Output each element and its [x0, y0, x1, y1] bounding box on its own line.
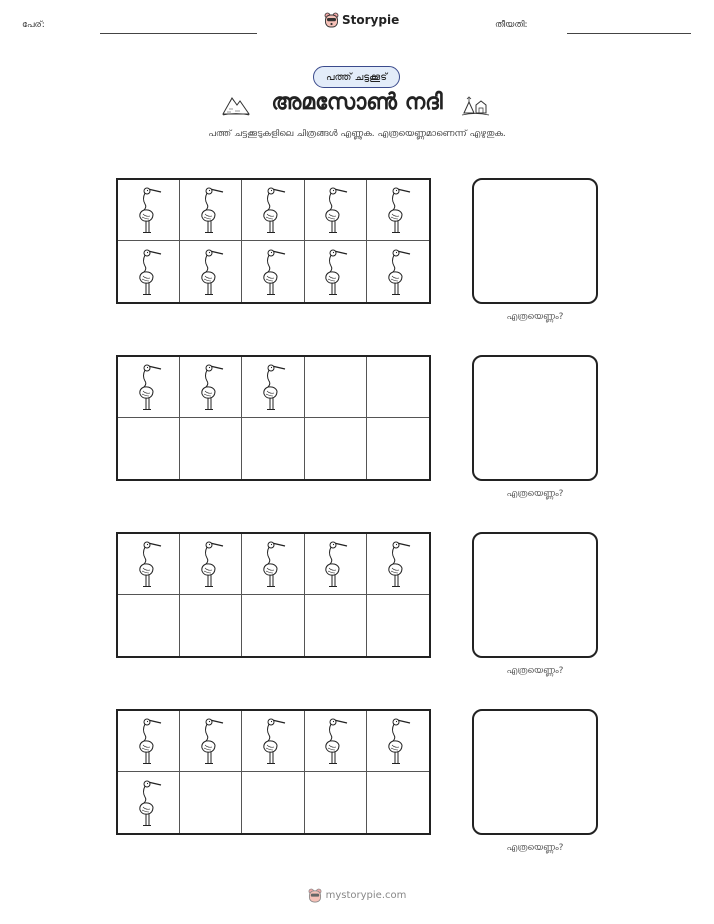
ten-frame: [116, 532, 431, 658]
answer-box[interactable]: [472, 178, 598, 304]
heron-icon: [322, 186, 348, 234]
frame-cell: [367, 180, 429, 241]
frame-cell: [118, 711, 180, 772]
how-many-label: എത്രയെണ്ണം?: [506, 666, 564, 676]
frame-cell: [180, 711, 242, 772]
heron-icon: [198, 717, 224, 765]
frame-cell: [367, 772, 429, 833]
heron-icon: [136, 248, 162, 296]
heron-icon: [198, 186, 224, 234]
frame-cell: [242, 241, 304, 302]
frame-cell: [305, 595, 367, 656]
heron-icon: [136, 540, 162, 588]
frame-cell: [242, 357, 304, 418]
ten-frame: [116, 178, 431, 304]
frame-cell: [305, 241, 367, 302]
frame-cell: [242, 180, 304, 241]
frame-cell: [367, 418, 429, 479]
page-title: അമസോൺ നദി: [271, 90, 443, 115]
frame-cell: [305, 772, 367, 833]
frame-cell: [118, 357, 180, 418]
brand: [324, 12, 399, 28]
heron-icon: [385, 540, 411, 588]
frame-cell: [305, 180, 367, 241]
name-line[interactable]: [100, 33, 257, 34]
frame-cell: [118, 180, 180, 241]
worksheet-tag: പത്ത് ചട്ടക്കൂട്: [313, 66, 400, 88]
frame-cell: [180, 357, 242, 418]
frame-cell: [118, 772, 180, 833]
frame-cell: [118, 534, 180, 595]
instructions: പത്ത് ചട്ടക്കൂടുകളിലെ ചിത്രങ്ങൾ എണ്ണുക. എത്രയെണ്ണമാണെന്ന് എഴുതുക.: [208, 129, 506, 139]
heron-icon: [260, 363, 286, 411]
heron-icon: [198, 540, 224, 588]
how-many-label: എത്രയെണ്ണം?: [506, 312, 564, 322]
frame-cell: [305, 534, 367, 595]
heron-icon: [385, 717, 411, 765]
frame-cell: [242, 711, 304, 772]
brand-name: Storypie: [342, 13, 400, 27]
ten-frame: [116, 709, 431, 835]
date-label: തീയതി:: [495, 20, 528, 30]
frame-cell: [118, 241, 180, 302]
village-icon: [460, 93, 490, 117]
heron-icon: [136, 779, 162, 827]
heron-icon: [260, 186, 286, 234]
frame-cell: [367, 595, 429, 656]
frame-cell: [118, 418, 180, 479]
how-many-label: എത്രയെണ്ണം?: [506, 489, 564, 499]
heron-icon: [136, 717, 162, 765]
answer-box[interactable]: [472, 355, 598, 481]
frame-cell: [367, 357, 429, 418]
frame-cell: [305, 357, 367, 418]
frame-cell: [180, 595, 242, 656]
storypie-logo-icon: [324, 12, 339, 28]
frame-cell: [367, 711, 429, 772]
frame-cell: [180, 180, 242, 241]
storypie-logo-icon: [308, 888, 322, 903]
frame-cell: [180, 241, 242, 302]
frame-cell: [242, 595, 304, 656]
ten-frame: [116, 355, 431, 481]
heron-icon: [198, 363, 224, 411]
heron-icon: [385, 186, 411, 234]
footer: [0, 888, 714, 903]
heron-icon: [136, 363, 162, 411]
frame-cell: [367, 534, 429, 595]
footer-url: mystorypie.com: [325, 890, 407, 901]
heron-icon: [322, 717, 348, 765]
frame-cell: [118, 595, 180, 656]
frame-cell: [242, 772, 304, 833]
heron-icon: [136, 186, 162, 234]
heron-icon: [322, 540, 348, 588]
answer-box[interactable]: [472, 532, 598, 658]
answer-box[interactable]: [472, 709, 598, 835]
frame-cell: [180, 772, 242, 833]
frame-cell: [305, 711, 367, 772]
frame-cell: [242, 534, 304, 595]
frame-cell: [180, 534, 242, 595]
how-many-label: എത്രയെണ്ണം?: [506, 843, 564, 853]
name-label: പേര്:: [22, 20, 45, 30]
heron-icon: [322, 248, 348, 296]
heron-icon: [260, 717, 286, 765]
frame-cell: [242, 418, 304, 479]
frame-cell: [305, 418, 367, 479]
heron-icon: [385, 248, 411, 296]
frame-cell: [367, 241, 429, 302]
heron-icon: [260, 248, 286, 296]
frame-cell: [180, 418, 242, 479]
date-line[interactable]: [567, 33, 691, 34]
heron-icon: [260, 540, 286, 588]
heron-icon: [198, 248, 224, 296]
